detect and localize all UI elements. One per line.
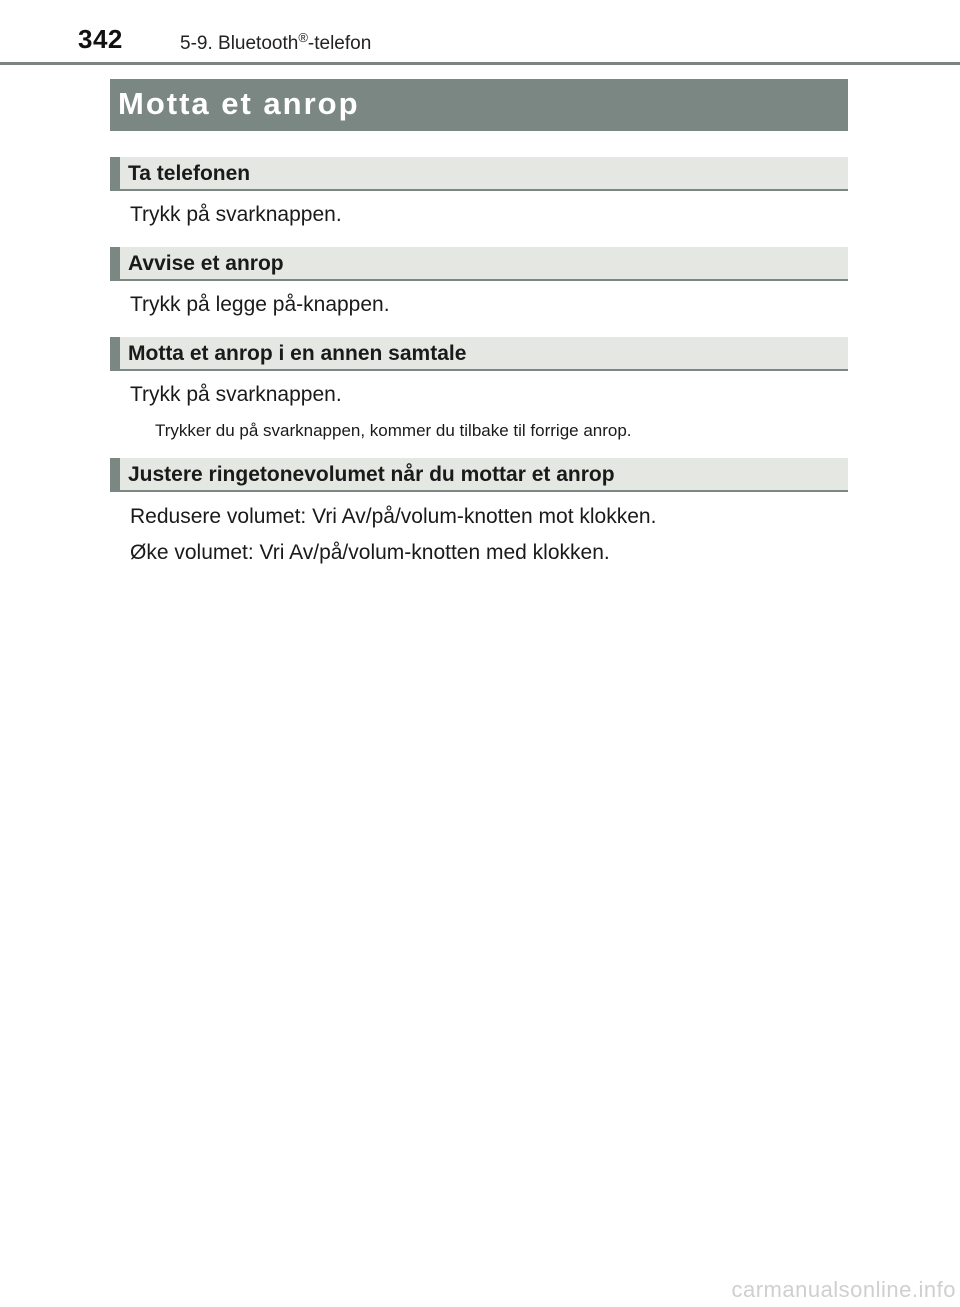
paragraph: Trykk på legge på-knappen. [130,293,390,316]
section-heading-label: Justere ringetonevolumet når du mottar et anrop [128,463,615,486]
page-number: 342 [78,24,123,54]
section-accent [110,157,120,189]
section-heading-ringtone-volume [110,458,848,492]
chapter-prefix: 5-9. Bluetooth [180,33,299,54]
registered-mark: ® [298,30,308,45]
section-heading-label: Avvise et anrop [128,252,284,275]
paragraph: Øke volumet: Vri Av/på/volum-knotten med klokken. [130,541,610,564]
paragraph: Trykk på svarknappen. [130,203,342,226]
section-heading-reject [110,247,848,281]
section-heading-call-waiting [110,337,848,371]
section-accent [110,458,120,490]
chapter-title [180,30,371,55]
paragraph: Redusere volumet: Vri Av/på/volum-knotten mot klokken. [130,505,657,528]
section-heading-label: Ta telefonen [128,162,251,185]
page-title-bar [110,79,848,131]
section-accent [110,337,120,369]
section-accent [110,247,120,279]
section-heading-answer [110,157,848,191]
watermark: carmanualsonline.info [731,1277,956,1302]
page-title: Motta et anrop [118,86,360,121]
paragraph: Trykk på svarknappen. [130,383,342,406]
note: Trykker du på svarknappen, kommer du tilbake til forrige anrop. [155,421,632,440]
chapter-suffix: -telefon [307,33,372,54]
header-divider [0,62,960,65]
section-heading-label: Motta et anrop i en annen samtale [128,342,467,365]
